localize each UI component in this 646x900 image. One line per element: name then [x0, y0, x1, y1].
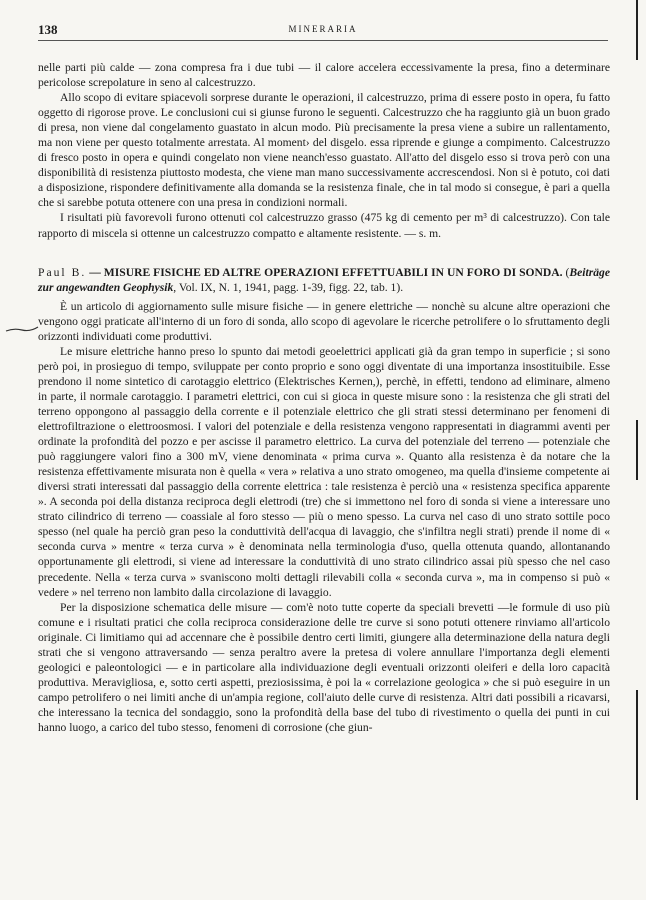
page-number: 138	[38, 22, 58, 37]
source-details: , Vol. IX, N. 1, 1941, pagg. 1-39, figg. 22, tab. 1).	[173, 280, 404, 294]
author: Paul B.	[38, 265, 87, 279]
paragraph: Le misure elettriche hanno preso lo spunto dai metodi geoelettrici applicati già da gran tempo in superficie ; si sono però poi, in prosieguo di tempo, sviluppate per conto proprio e sono oggi diventate di una importanza insostituibile. Esse prendono il nome sintetico di carotaggio elettrico (Elektrisches Kernen,), perchè, in effetti, tendono ad eliminare, almeno in parte, il normale carotaggio. I parametri elettrici, con cui si gioca in queste misure sono : la resistenza che gli strati del terreno oppongono al passaggio della corrente e il potenziale elettrico che gli strati stessi determinano per fenomeni di elettrofiltrazione o elettroosmosi. I valori del potenziale e della resistenza vengono rappresentati in diagrammi aventi per ordinate la profondità del pozzo e per ascisse il parametro elettrico. La curva del potenziale del terreno — potenziale che può raggiungere valori fino a 300 mV, viene denominata « prima curva ». Quanto alla resistenza è da notare che la resistenza effettivamente misurata non è quella « vera » relativa a uno strato omogeneo, ma quella d'insieme competente ai diversi strati interessati dal passaggio della corrente elettrica : tale resistenza è perciò una « resistenza specifica apparente ». A seconda poi della distanza reciproca degli elettrodi (tre) che si immettono nel foro di sonda si viene a interessare uno strato cilindrico di terreno — coassiale al foro stesso — più o meno spesso. La curva nel caso di uno strato sottile poco spesso (nel quale ha perciò gran peso la conduttività dell'acqua di lavaggio, che s'infiltra negli strati) prende il nome di « seconda curva » mentre « terza curva » è denominata nella terminologia d'uso, quella ottenuta quando, allontanando opportunamente gli elettrodi, si viene ad interessare la conduttività di uno strato cilindrico assai più spesso che nel caso precedente. Nella « terza curva » svaniscono molti dettagli rilevabili colla « seconda curva », ma in compenso si può « vedere » nel terreno non lambito dalla circolazione di lavaggio.	[38, 344, 610, 599]
body-text	[38, 60, 610, 735]
paragraph: I risultati più favorevoli furono ottenuti col calcestruzzo grasso (475 kg di cemento per m³ di calcestruzzo). Con tale rapporto di miscela si ottenne un calcestruzzo compatto e altamente resistente. — s. m.	[38, 211, 610, 240]
paragraph: È un articolo di aggiornamento sulle misure fisiche — in genere elettriche — nonchè su alcune altre operazioni che vengono oggi praticate all'interno di un foro di sonda, allo scopo di agevolare le ricerche petrolifere o lo sfruttamento degli orizzonti individuati come produttivi.	[38, 299, 610, 343]
paragraph: nelle parti più calde — zona compresa fra i due tubi — il calore accelera eccessivamente la presa, fino a determinare pericolose screpolature in seno al calcestruzzo.	[38, 61, 610, 90]
article-title: MISURE FISICHE ED ALTRE OPERAZIONI EFFETTUABILI IN UN FORO DI SONDA.	[103, 265, 563, 279]
journal-name: Beiträge zur angewandten Geophysik	[38, 265, 610, 294]
dash: —	[86, 265, 104, 279]
margin-line	[636, 0, 638, 60]
section-gap	[38, 241, 610, 265]
article-reference	[38, 265, 610, 295]
paragraph: Per la disposizione schematica delle misure — com'è noto tutte coperte da speciali brevetti —le formule di uso più comune e i risultati pratici che colla reciproca considerazione delle tre curve si sono potuti ottenere rinviamo all'articolo originale. Ci limitiamo qui ad accennare che è possibile dentro certi limiti, giungere alla determinazione della natura degli strati che si vengono attraversando — senza peraltro avere la pretesa di volere annullare l'importanza degli elementi geologici e paleontologici — e in particolare alla individuazione degli eventuali orizzonti oleiferi e della loro capacità produttiva. Meravigliosa, e, sotto certi aspetti, preziosissima, è poi la « correlazione geologica » che si può eseguire in un campo petrolifero o nei limiti anche di un'ampia regione, coll'aiuto delle curve di resistenza. Altri dati possibili a ricavarsi, che interessano la tecnica del sondaggio, sono la profondità della base del tubo di rivestimento o quella dei punti in cui hanno luogo, a carico del tubo stesso, fenomeni di corrosione (che giun-	[38, 600, 610, 734]
margin-line	[636, 420, 638, 480]
paragraph: Allo scopo di evitare spiacevoli sorprese durante le operazioni, il calcestruzzo, prima di essere posto in opera, fu fatto oggetto di rigorose prove. Le conclusioni cui si giunse furono le seguenti. Calcestruzzo che ha raggiunto già un buon grado di presa, non viene dal congelamento guastato in alcun modo. Più precisamente la presa viene a subire un rallentamento, ma non viene per questo totalmente arrestata. Al moment› del disgelo. essa riprende e giunge a compimento. Calcestruzzo di fresco posto in opera e quindi congelato non viene neanch'esso guastato. All'atto del disgelo esso si trova però con una disponibilità di resistenza piuttosto modesta, che viene man mano successivamente accrescendosi. Non si è potuto, coi dati a disposizione, rispondere definitivamente alla domanda se la resistenza finale, che in tal modo si consegue, è pari a quella che si sarebbe potuta ottenere con una presa in condizioni normali.	[38, 91, 610, 210]
running-title: MINERARIA	[288, 24, 358, 34]
page-header	[38, 22, 608, 40]
header-rule	[38, 40, 608, 41]
margin-line	[636, 690, 638, 800]
source-open: (	[562, 265, 570, 279]
